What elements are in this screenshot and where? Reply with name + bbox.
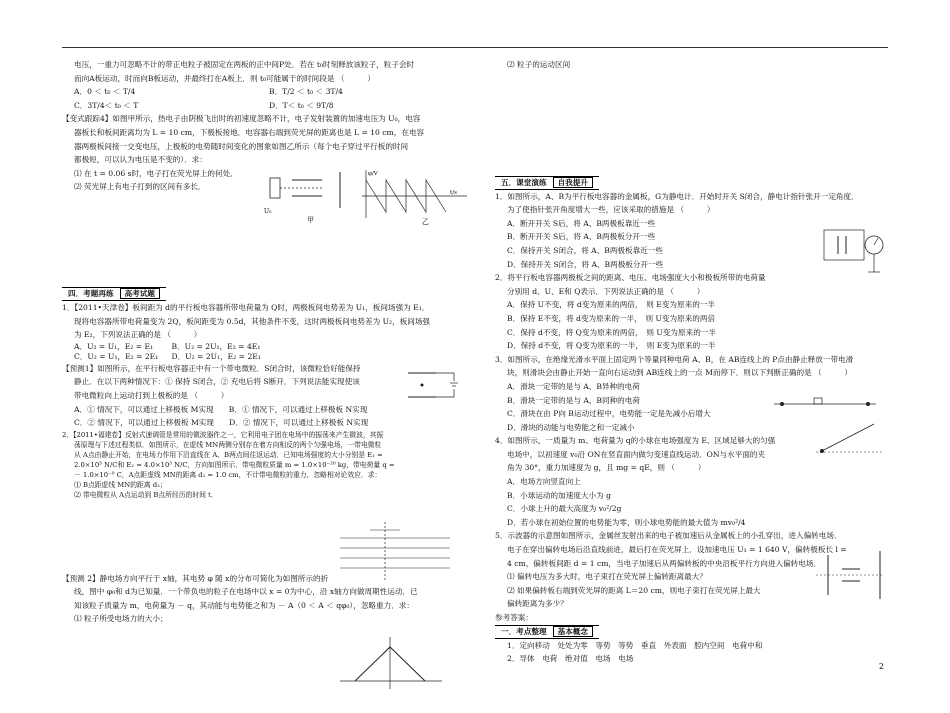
text-line: 2．【2011•福建卷】反射式速调管是常用的微波器件之一，它利用电子团在电场中的振荡来产生微波，其振 — [62, 430, 384, 439]
option: B．小球运动的加速度大小为 g — [507, 490, 611, 500]
figure-fields-mn — [330, 518, 460, 584]
figure-oscilloscope — [812, 545, 888, 605]
text-line: 知该粒子质量为 m，电荷量为 － q，其动能与电势能之和为 － A（0 ＜ A ＜ qφ₀），忽略重力．求： — [74, 600, 414, 610]
option: A．0 ＜ t₀ ＜ T/4 — [74, 87, 136, 97]
text-line: ⑵ 带电微粒从 A点运动到 B点所经历的时间 t． — [74, 490, 218, 499]
text-line: 电子在穿出偏转电场后沿直线前进，最后打在荧光屏上．设加速电压 U₁ = 1 640 V，偏转极板长 l = — [507, 545, 847, 555]
option: D．保持开关 S闭合，将 A、B两极板分开一些 — [507, 259, 664, 269]
text-line: 【预测 2】静电场方向平行于 x轴，其电势 φ 随 x的分布可简化为如图所示的折 — [62, 573, 329, 583]
option: A．滑块一定带的是与 A、B异种的电荷 — [507, 381, 640, 391]
section-heading: 五．课堂演练 自我提升 — [495, 176, 890, 190]
text-line: 4．如图所示，一质量为 m、电荷量为 q的小球在电场强度为 E、区域足够大的匀强 — [495, 436, 776, 446]
text-line: 而向A板运动，时而向B板运动，并最终打在A板上．则 t₀可能属于的时间段是 （ ） — [74, 73, 375, 83]
text-line: 3．如图所示，在绝缘光滑水平面上固定两个等量同种电荷 A、B，在 AB连线上的 P点由静止释放一带电滑 — [495, 354, 854, 364]
fig-label-u0: U₀ — [264, 208, 272, 215]
text-line: 【变式跟踪4】如图甲所示，热电子由阴极飞出时的初速度忽略不计，电子发射装置的加速电压为 U₀，电容 — [62, 114, 421, 124]
section-heading: 四．考题再练 高考试题 — [62, 287, 464, 301]
text-line: ⑴ 粒子所受电场力的大小； — [74, 614, 168, 624]
text-line: 从 A点由静止开始，在电场力作用下沿直线在 A、B两点间往返运动．已知电场强度的大小分别是 E₁ = — [74, 450, 383, 459]
option: C．3T/4＜ t₀ ＜ T — [74, 100, 139, 110]
text-line: 1．如图所示，A、B为平行板电容器的金属板，G为静电计．开始时开关 S闭合，静电计指针张开一定角度． — [495, 191, 859, 201]
text-line: 带电微粒向上运动打到上极板的是 （ ） — [74, 390, 229, 400]
text-line: 为了使指针张开角度增大一些，应该采取的措施是 （ ） — [507, 205, 715, 215]
text-line: ⑵ 如果偏转板右端到荧光屏的距离 L＝20 cm，则电子束打在荧光屏上最大 — [507, 585, 761, 595]
figure-incline — [812, 418, 884, 458]
text-line: ⑴ B点距虚线 MN的距离 d₂； — [74, 480, 167, 489]
option: A．电场方向竖直向上 — [507, 477, 581, 487]
text-line: C．② 情况下，可以通过上移极板 M实现 D．② 情况下，可以通过上移极板 N实现 — [74, 418, 369, 428]
text-line: 2．将平行板电容器两极板之间的距离、电压、电场强度大小和极板所带的电荷量 — [495, 273, 766, 283]
text-line: 都极短，可以认为电压是不变的）．求： — [74, 155, 207, 165]
options — [62, 352, 464, 362]
option: D．若小球在初始位置的电势能为零，则小球电势能的最大值为 mv₀²/4 — [507, 517, 746, 527]
text-line: 5．示波器的示意图如图所示，金属丝发射出来的电子被加速后从金属板上的小孔穿出，进入偏转电场． — [495, 531, 842, 541]
text-line: 电压，一重力可忽略不计的带正电粒子被固定在两板的正中间P处．若在 t₀时刻释放该粒子，粒子会时 — [74, 60, 415, 69]
option: B．断开开关 S后，将 A、B两极板分开一些 — [507, 232, 656, 242]
option: D．U₂ = 2U₁，E₂ = 2E₁ — [171, 351, 261, 361]
text-line: 参考答案： — [495, 613, 533, 622]
options — [62, 85, 464, 99]
blank-space — [495, 72, 890, 176]
text-line: 块，则滑块会由静止开始一直向右运动到 AB连线上的一点 M而停下．则以下判断正确的是 （ ） — [507, 368, 853, 378]
fig-label-phi: φ/V — [368, 171, 378, 177]
text-line: ⑴ 在 t = 0.06 s时，电子打在荧光屏上的何处． — [74, 168, 238, 178]
figure-charges-line — [770, 388, 880, 410]
option: A．U₂ = U₁，E₂ = E₁ — [74, 341, 154, 351]
option: D．保持 d不变，将 Q变为原来的一半， 则 E变为原来的一半 — [507, 341, 716, 351]
text-line: A．① 情况下，可以通过上移极板 M实现 B．① 情况下，可以通过上移极板 N实现 — [74, 404, 368, 414]
option: A．断开开关 S后，将 A、B两极板靠近一些 — [507, 218, 656, 228]
text-line: 角为 30°，重力加速度为 g，且 mg = qE，则 （ ） — [507, 463, 706, 473]
option: A．保持 U不变，将 d变为原来的两倍， 则 E变为原来的一半 — [507, 300, 715, 310]
option: B．T/2 ＜ t₀ ＜ 3T/4 — [269, 87, 343, 97]
page-number: 2 — [878, 662, 884, 671]
text-line: 荡原理与下述过程类似．如图所示，在虚线 MN两侧分别存在着方向相反的两个匀强电场，一带电微粒 — [74, 440, 382, 449]
option: B．U₂ = 2U₁，E₂ = 4E₁ — [171, 341, 261, 351]
figure-capacitor-switch — [400, 363, 464, 413]
option: B．滑块一定带的是与 A、B同种的电荷 — [507, 395, 640, 405]
text-line: 为 E₂，下列说法正确的是 （ ） — [74, 330, 202, 340]
option: C．U₂ = U₁，E₂ = 2E₁ — [74, 351, 159, 361]
fig-label-yi: 乙 — [422, 218, 429, 226]
text-line: ⑴ 偏转电压为多大时，电子束打在荧光屏上偏转距离最大？ — [507, 572, 707, 582]
figure-potential — [330, 633, 450, 693]
text-line: ⑵ 荧光屏上有电子打到的区间有多长． — [74, 182, 206, 192]
text-line: 现将电容器所带电荷量变为 2Q，板间距变为 0.5d，其他条件不变，这时两极板间电势差为 U₂，板间场强 — [74, 316, 431, 326]
text-line: 4 cm，偏转板间距 d = 1 cm，当电子加速后从两偏转板的中央沿板平行方向进入偏转电场． — [507, 558, 822, 568]
option: C．保持 d不变，将 Q变为原来的两倍， 则 U变为原来的一半 — [507, 327, 716, 337]
text-line: 偏转距离为多少？ — [507, 599, 568, 609]
text-line: － 1.0×10⁻⁹ C，A点距虚线 MN的距离 d₁ = 1.0 cm，不计带电微粒的重力，忽略相对论效应．求： — [74, 470, 382, 479]
options — [62, 342, 464, 352]
text-line: 【预测1】如图所示，在平行板电容器正中有一个带电微粒．S闭合时，该微粒恰好能保持 — [62, 363, 361, 373]
text-line: 静止．在以下两种情况下：① 保持 S闭合，② 充电后将 S断开．下列说法能实现使该 — [74, 377, 360, 387]
text-line: 线，图中 φ₀和 d为已知量．一个带负电的粒子在电场中以 x = 0为中心，沿 x轴方向做周期性运动．已 — [74, 587, 418, 597]
text-line: 电场中，以初速度 v₀沿 ON在竖直面内做匀变速直线运动．ON与水平面的夹 — [507, 449, 766, 459]
option: C．滑块在由 P向 B运动过程中，电势能一定是先减小后增大 — [507, 409, 711, 419]
figure-jia-yi — [262, 168, 472, 226]
option: D．滑块的动能与电势能之和一定减小 — [507, 422, 635, 432]
option: C．小球上升的最大高度为 v₀²/2g — [507, 504, 622, 514]
section-heading: 一．考点整理 基本概念 — [495, 625, 890, 639]
text-line: 2．导体 电荷 绝对值 电场 电场 — [507, 654, 634, 664]
option: C．保持开关 S闭合，将 A、B两极板靠近一些 — [507, 245, 663, 255]
header-rule — [62, 47, 888, 48]
options — [62, 99, 464, 113]
fig-label-jia: 甲 — [307, 216, 314, 224]
option: D．T＜ t₀ ＜ 9T/8 — [269, 100, 334, 110]
figure-electrometer — [818, 222, 888, 278]
text-line: 器板长和板间距离均为 L = 10 cm，下极板接地．电容器右端到荧光屏的距离也是 L = 10 cm，在电容 — [74, 127, 425, 137]
text-line: 1．定向移动 处处为零 等势 等势 垂直 外表面 腔内空间 电荷中和 — [507, 640, 763, 650]
fig-label-ts: t/s — [450, 190, 457, 196]
option: B．保持 E不变，将 d变为原来的一半， 则 U变为原来的两倍 — [507, 313, 716, 323]
text-line: 1．【2011•天津卷】板间距为 d的平行板电容器所带电荷量为 Q时，两极板间电势差为 U₁，板间场强为 E₁． — [62, 302, 430, 312]
text-line: 分别用 d、U、E和 Q表示．下列说法正确的是 （ ） — [507, 286, 705, 296]
text-line: 器两极板间接一交变电压，上极板的电势随时间变化的图象如图乙所示（每个电子穿过平行板的时间 — [74, 141, 409, 151]
text-line: ⑵ 粒子的运动区间 — [507, 60, 571, 69]
text-line: 2.0×10³ N/C和 E₂ = 4.0×10³ N/C，方向如图所示．带电微粒质量 m = 1.0×10⁻²⁰ kg，带电荷量 q = — [74, 460, 395, 469]
